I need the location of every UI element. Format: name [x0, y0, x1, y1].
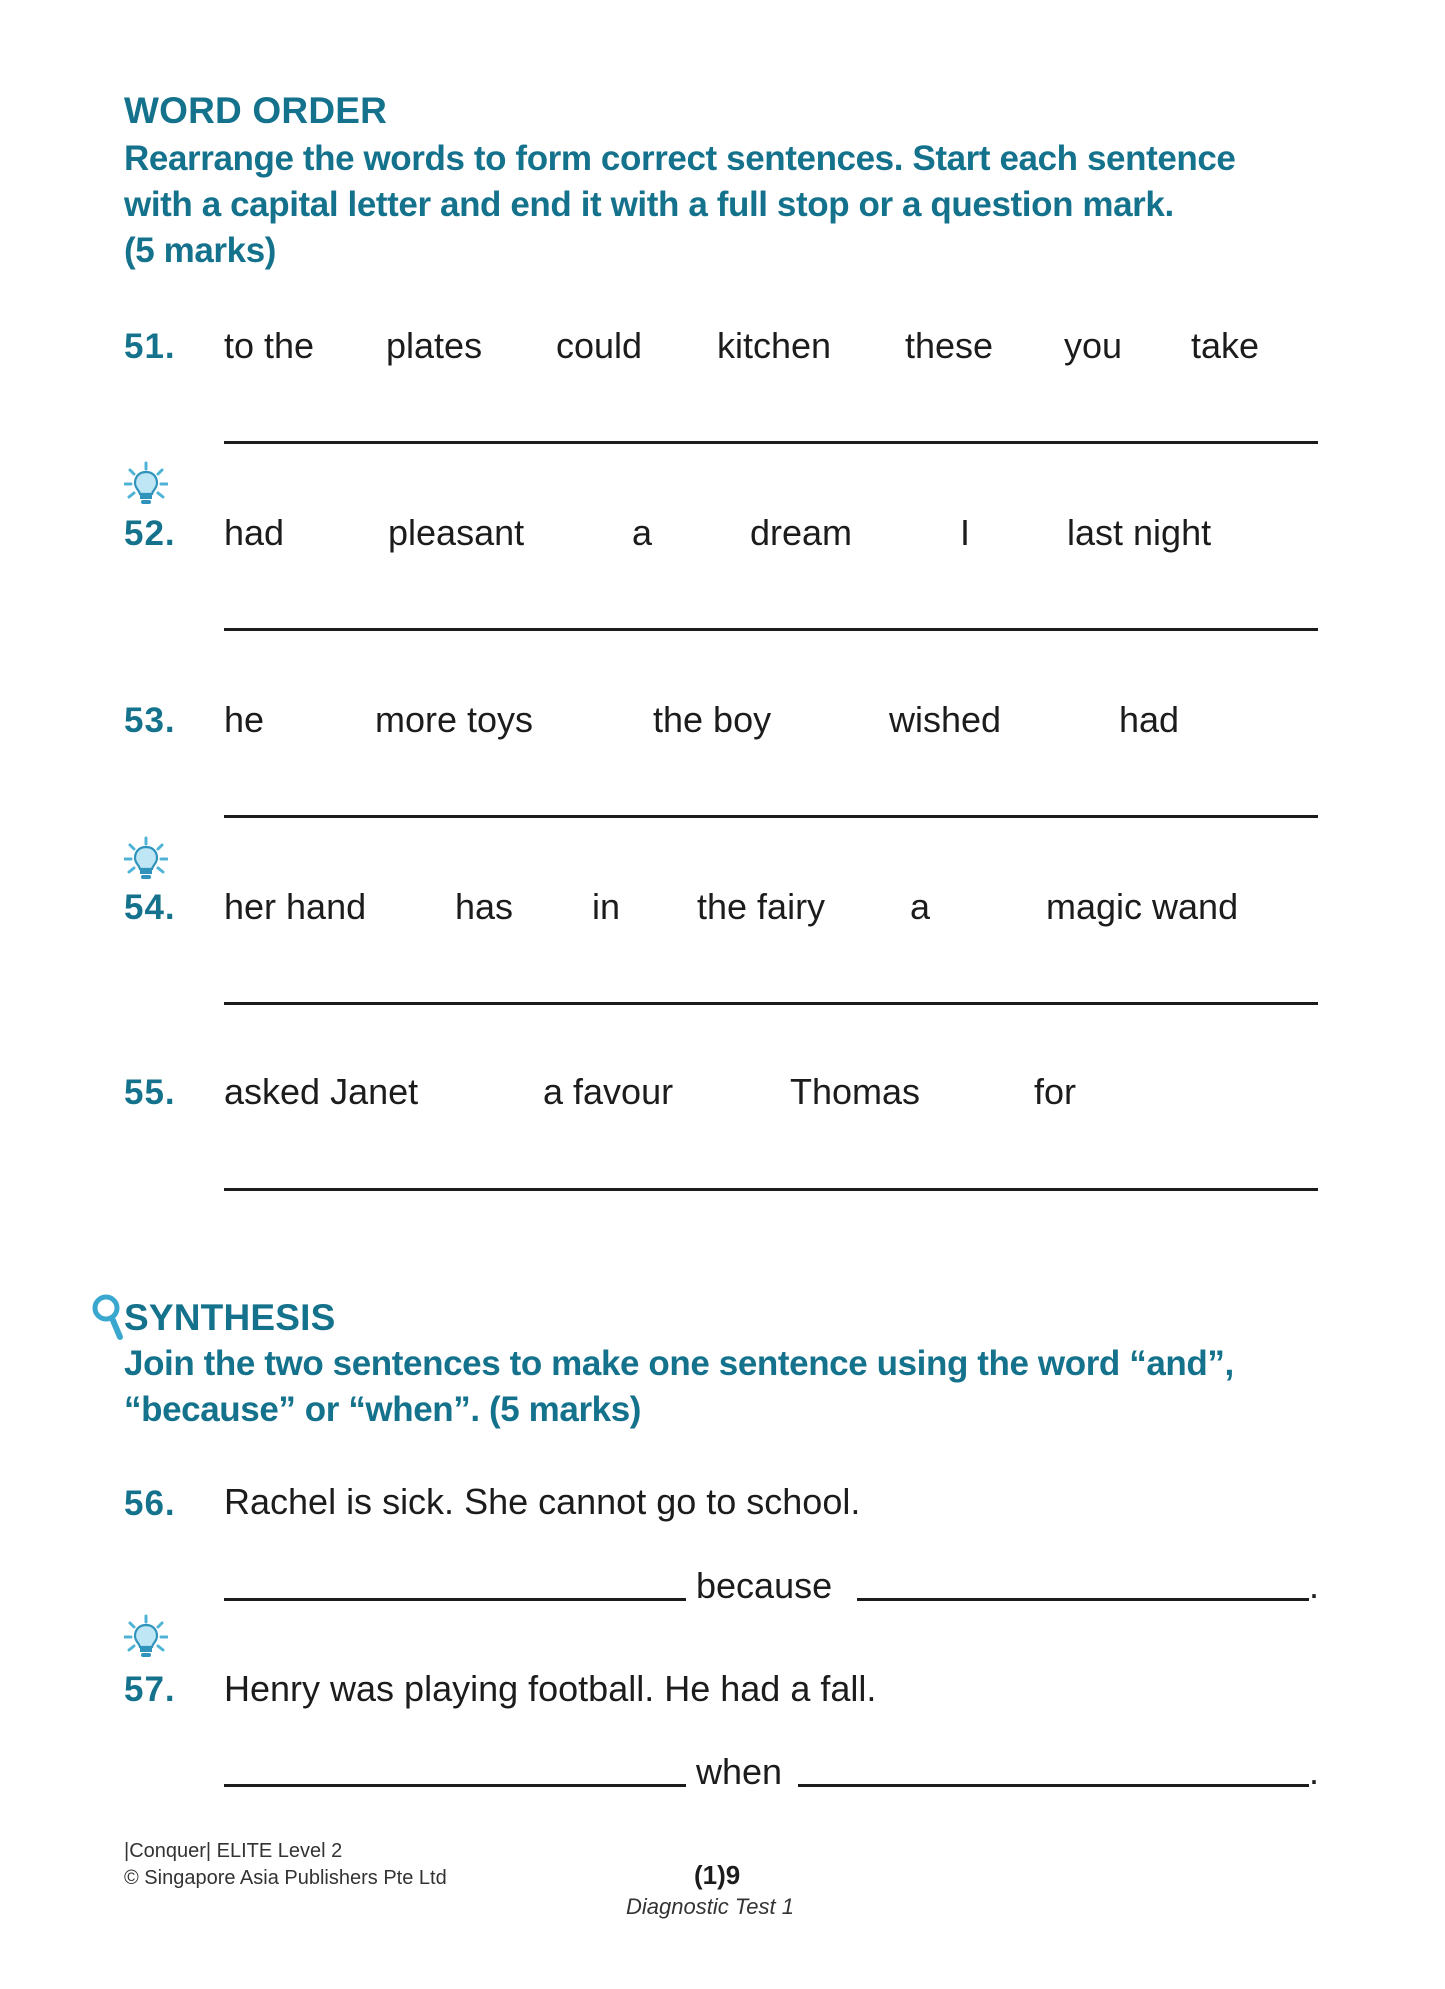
word-tile: a: [910, 886, 931, 927]
footer-copyright: © Singapore Asia Publishers Pte Ltd: [124, 1867, 447, 1889]
word-tile: pleasant: [388, 512, 525, 553]
word-tile: has: [455, 886, 514, 927]
question-sentence: Henry was playing football. He had a fall.: [224, 1668, 877, 1709]
word-tile: had: [224, 512, 285, 553]
answer-blank-second[interactable]: [857, 1598, 1309, 1601]
word-tile: dream: [750, 512, 853, 553]
word-tile: could: [556, 325, 643, 366]
word-tile: you: [1064, 325, 1123, 366]
question-number-53: 53.: [124, 701, 176, 740]
section-title-synthesis: SYNTHESIS: [124, 1297, 336, 1338]
page-number: (1)9: [694, 1860, 741, 1890]
synthesis-instructions: [124, 1341, 1364, 1433]
footer-test-name: Diagnostic Test 1: [626, 1894, 794, 1919]
instruction-line: “because” or “when”. (5 marks): [124, 1390, 642, 1429]
instruction-line: with a capital letter and end it with a full stop or a question mark.: [124, 185, 1174, 224]
question-sentence: Rachel is sick. She cannot go to school.: [224, 1481, 861, 1522]
word-tile: the fairy: [697, 886, 826, 927]
instruction-line: (5 marks): [124, 231, 277, 270]
word-tile: last night: [1067, 512, 1212, 553]
answer-blank-second[interactable]: [798, 1784, 1309, 1787]
lightbulb-tip-icon: [124, 836, 168, 884]
word-tile: Thomas: [790, 1071, 921, 1112]
word-tile: asked Janet: [224, 1071, 419, 1112]
answer-blank-first[interactable]: [224, 1784, 686, 1787]
question-number-51: 51.: [124, 327, 176, 366]
connector-word: when: [696, 1751, 783, 1792]
full-stop: .: [1309, 1751, 1320, 1792]
instruction-line: Join the two sentences to make one sentence using the word “and”,: [124, 1344, 1234, 1383]
answer-line-53[interactable]: [224, 815, 1318, 818]
word-tile: the boy: [653, 699, 772, 740]
word-tile: these: [905, 325, 994, 366]
instruction-line: Rearrange the words to form correct sentences. Start each sentence: [124, 139, 1236, 178]
question-number-52: 52.: [124, 514, 176, 553]
word-tile: had: [1119, 699, 1180, 740]
lightbulb-tip-icon: [124, 1614, 168, 1662]
word-tile: plates: [386, 325, 483, 366]
question-number-56: 56.: [124, 1484, 176, 1523]
full-stop: .: [1309, 1565, 1320, 1606]
answer-line-52[interactable]: [224, 628, 1318, 631]
question-number-57: 57.: [124, 1670, 176, 1709]
word-tile: take: [1191, 325, 1260, 366]
word-order-instructions: [124, 136, 1364, 274]
word-tile: wished: [889, 699, 1002, 740]
lightbulb-tip-icon: [124, 461, 168, 509]
footer-series: |Conquer| ELITE Level 2: [124, 1840, 343, 1862]
section-title-word-order: WORD ORDER: [124, 90, 388, 131]
answer-blank-first[interactable]: [224, 1598, 686, 1601]
word-tile: in: [592, 886, 621, 927]
word-tile: a favour: [543, 1071, 674, 1112]
connector-word: because: [696, 1565, 833, 1606]
word-tile: he: [224, 699, 265, 740]
word-tile: for: [1034, 1071, 1077, 1112]
word-tile: her hand: [224, 886, 367, 927]
word-tile: magic wand: [1046, 886, 1239, 927]
answer-line-55[interactable]: [224, 1188, 1318, 1191]
word-tile: I: [960, 512, 971, 553]
answer-line-54[interactable]: [224, 1002, 1318, 1005]
word-tile: more toys: [375, 699, 534, 740]
question-number-54: 54.: [124, 888, 176, 927]
word-tile: kitchen: [717, 325, 832, 366]
answer-line-51[interactable]: [224, 441, 1318, 444]
word-tile: to the: [224, 325, 315, 366]
question-number-55: 55.: [124, 1073, 176, 1112]
magnifier-icon: [90, 1293, 128, 1341]
word-tile: a: [632, 512, 653, 553]
